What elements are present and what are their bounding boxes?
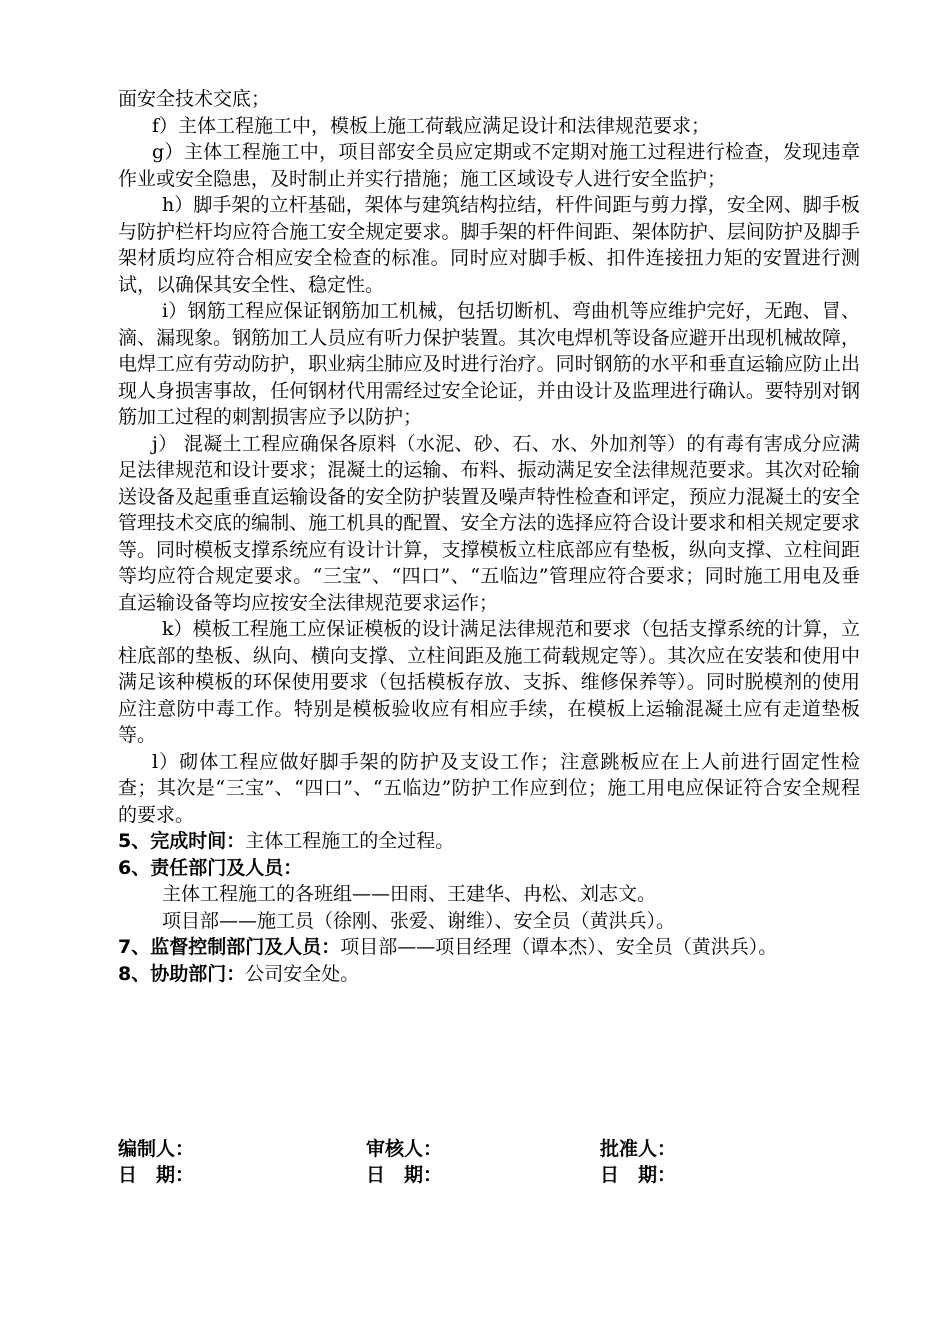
paragraph-continuation: 面安全技术交底； xyxy=(118,88,271,110)
reviewer-label: 审核人： xyxy=(366,1138,443,1160)
item-text: 公司安全处。 xyxy=(245,962,360,985)
signature-names-row xyxy=(118,1136,860,1162)
paragraph-f: f）主体工程施工中，模板上施工荷载应满足设计和法律规范要求； xyxy=(152,114,711,137)
item-text: 项目部——项目经理（谭本杰）、安全员（黄洪兵）。 xyxy=(340,936,778,958)
item-completion-time xyxy=(118,828,860,855)
item-label: 8、协助部门： xyxy=(118,962,246,985)
paragraph-g: g）主体工程施工中，项目部安全员应定期或不定期对施工过程进行检查，发现违章作业或安全隐患，及时制止并实行措施；施工区域设专人进行安全监护； xyxy=(118,141,860,190)
item-supervision-dept xyxy=(118,934,860,961)
document-body xyxy=(118,86,860,987)
paragraph-h: h）脚手架的立杆基础，架体与建筑结构拉结，杆件间距与剪力撑，安全网、脚手板与防护栏杆均应符合施工安全规定要求。脚手架的杆件间距、架体防护、层间防护及脚手架材质均应符合相应安全检查的标准。同时应对脚手板、扣件连接扭力矩的安置进行测试，以确保其安全性、稳定性。 xyxy=(118,194,860,296)
paragraph-j: j） 混凝土工程应确保各原料（水泥、砂、石、水、外加剂等）的有毒有害成分应满足法律规范和设计要求；混凝土的运输、布料、振动满足安全法律规范要求。其次对砼输送设备及起重垂直运输设备的安全防护装置及噪声特性检查和评定，预应力混凝土的安全管理技术交底的编制、施工机具的配置、安全方法的选择应符合设计要求和相关规定要求等。同时模板支撑系统应有设计计算，支撑模板立柱底部应有垫板，纵向支撑、立柱间距等均应符合规定要求。“三宝”、“四口”、“五临边”管理应符合要求；同时施工用电及垂直运输设备等均应按安全法律规范要求运作； xyxy=(118,432,860,614)
reviewer-date-label: 日 期： xyxy=(366,1164,443,1186)
item-assisting-dept xyxy=(118,961,860,988)
approver-label: 批准人： xyxy=(600,1138,677,1160)
paragraph-i: i）钢筋工程应保证钢筋加工机械，包括切断机、弯曲机等应维护完好，无跑、冒、滴、漏现象。钢筋加工人员应有听力保护装置。其次电焊机等设备应避开出现机械故障，电焊工应有劳动防护，职业病尘肺应及时进行治疗。同时钢筋的水平和垂直运输应防止出现人身损害事故，任何钢材代用需经过安全论证，并由设计及监理进行确认。要特别对钢筋加工过程的刺割损害应予以防护； xyxy=(118,300,860,428)
compiler-date-label: 日 期： xyxy=(118,1164,195,1186)
item-label: 7、监督控制部门及人员： xyxy=(118,936,341,958)
signature-block xyxy=(118,1136,860,1188)
item-label: 6、责任部门及人员： xyxy=(118,856,303,879)
item-text: 主体工程施工的全过程。 xyxy=(245,830,455,852)
responsible-project-dept: 项目部——施工员（徐刚、张爱、谢维）、安全员（黄洪兵）。 xyxy=(162,909,676,932)
item-label: 5、完成时间： xyxy=(118,830,246,852)
compiler-label: 编制人： xyxy=(118,1138,195,1160)
signature-dates-row xyxy=(118,1162,860,1188)
paragraph-l: l）砌体工程应做好脚手架的防护及支设工作；注意跳板应在上人前进行固定性检查；其次是“三宝”、“四口”、“五临边”防护工作应到位；施工用电应保证符合安全规程的要求。 xyxy=(118,750,860,826)
item-responsible-dept xyxy=(118,855,860,882)
responsible-teams: 主体工程施工的各班组——田雨、王建华、冉松、刘志文。 xyxy=(162,883,657,905)
approver-date-label: 日 期： xyxy=(600,1164,677,1186)
paragraph-k: k）模板工程施工应保证模板的设计满足法律规范和要求（包括支撑系统的计算，立柱底部的垫板、纵向、横向支撑、立柱间距及施工荷载规定等）。其次应在安装和使用中满足该种模板的环保使用要求（包括模板存放、支拆、维修保养等）。同时脱模剂的使用应注意防中毒工作。特别是模板验收应有相应手续，在模板上运输混凝土应有走道垫板等。 xyxy=(118,618,860,746)
